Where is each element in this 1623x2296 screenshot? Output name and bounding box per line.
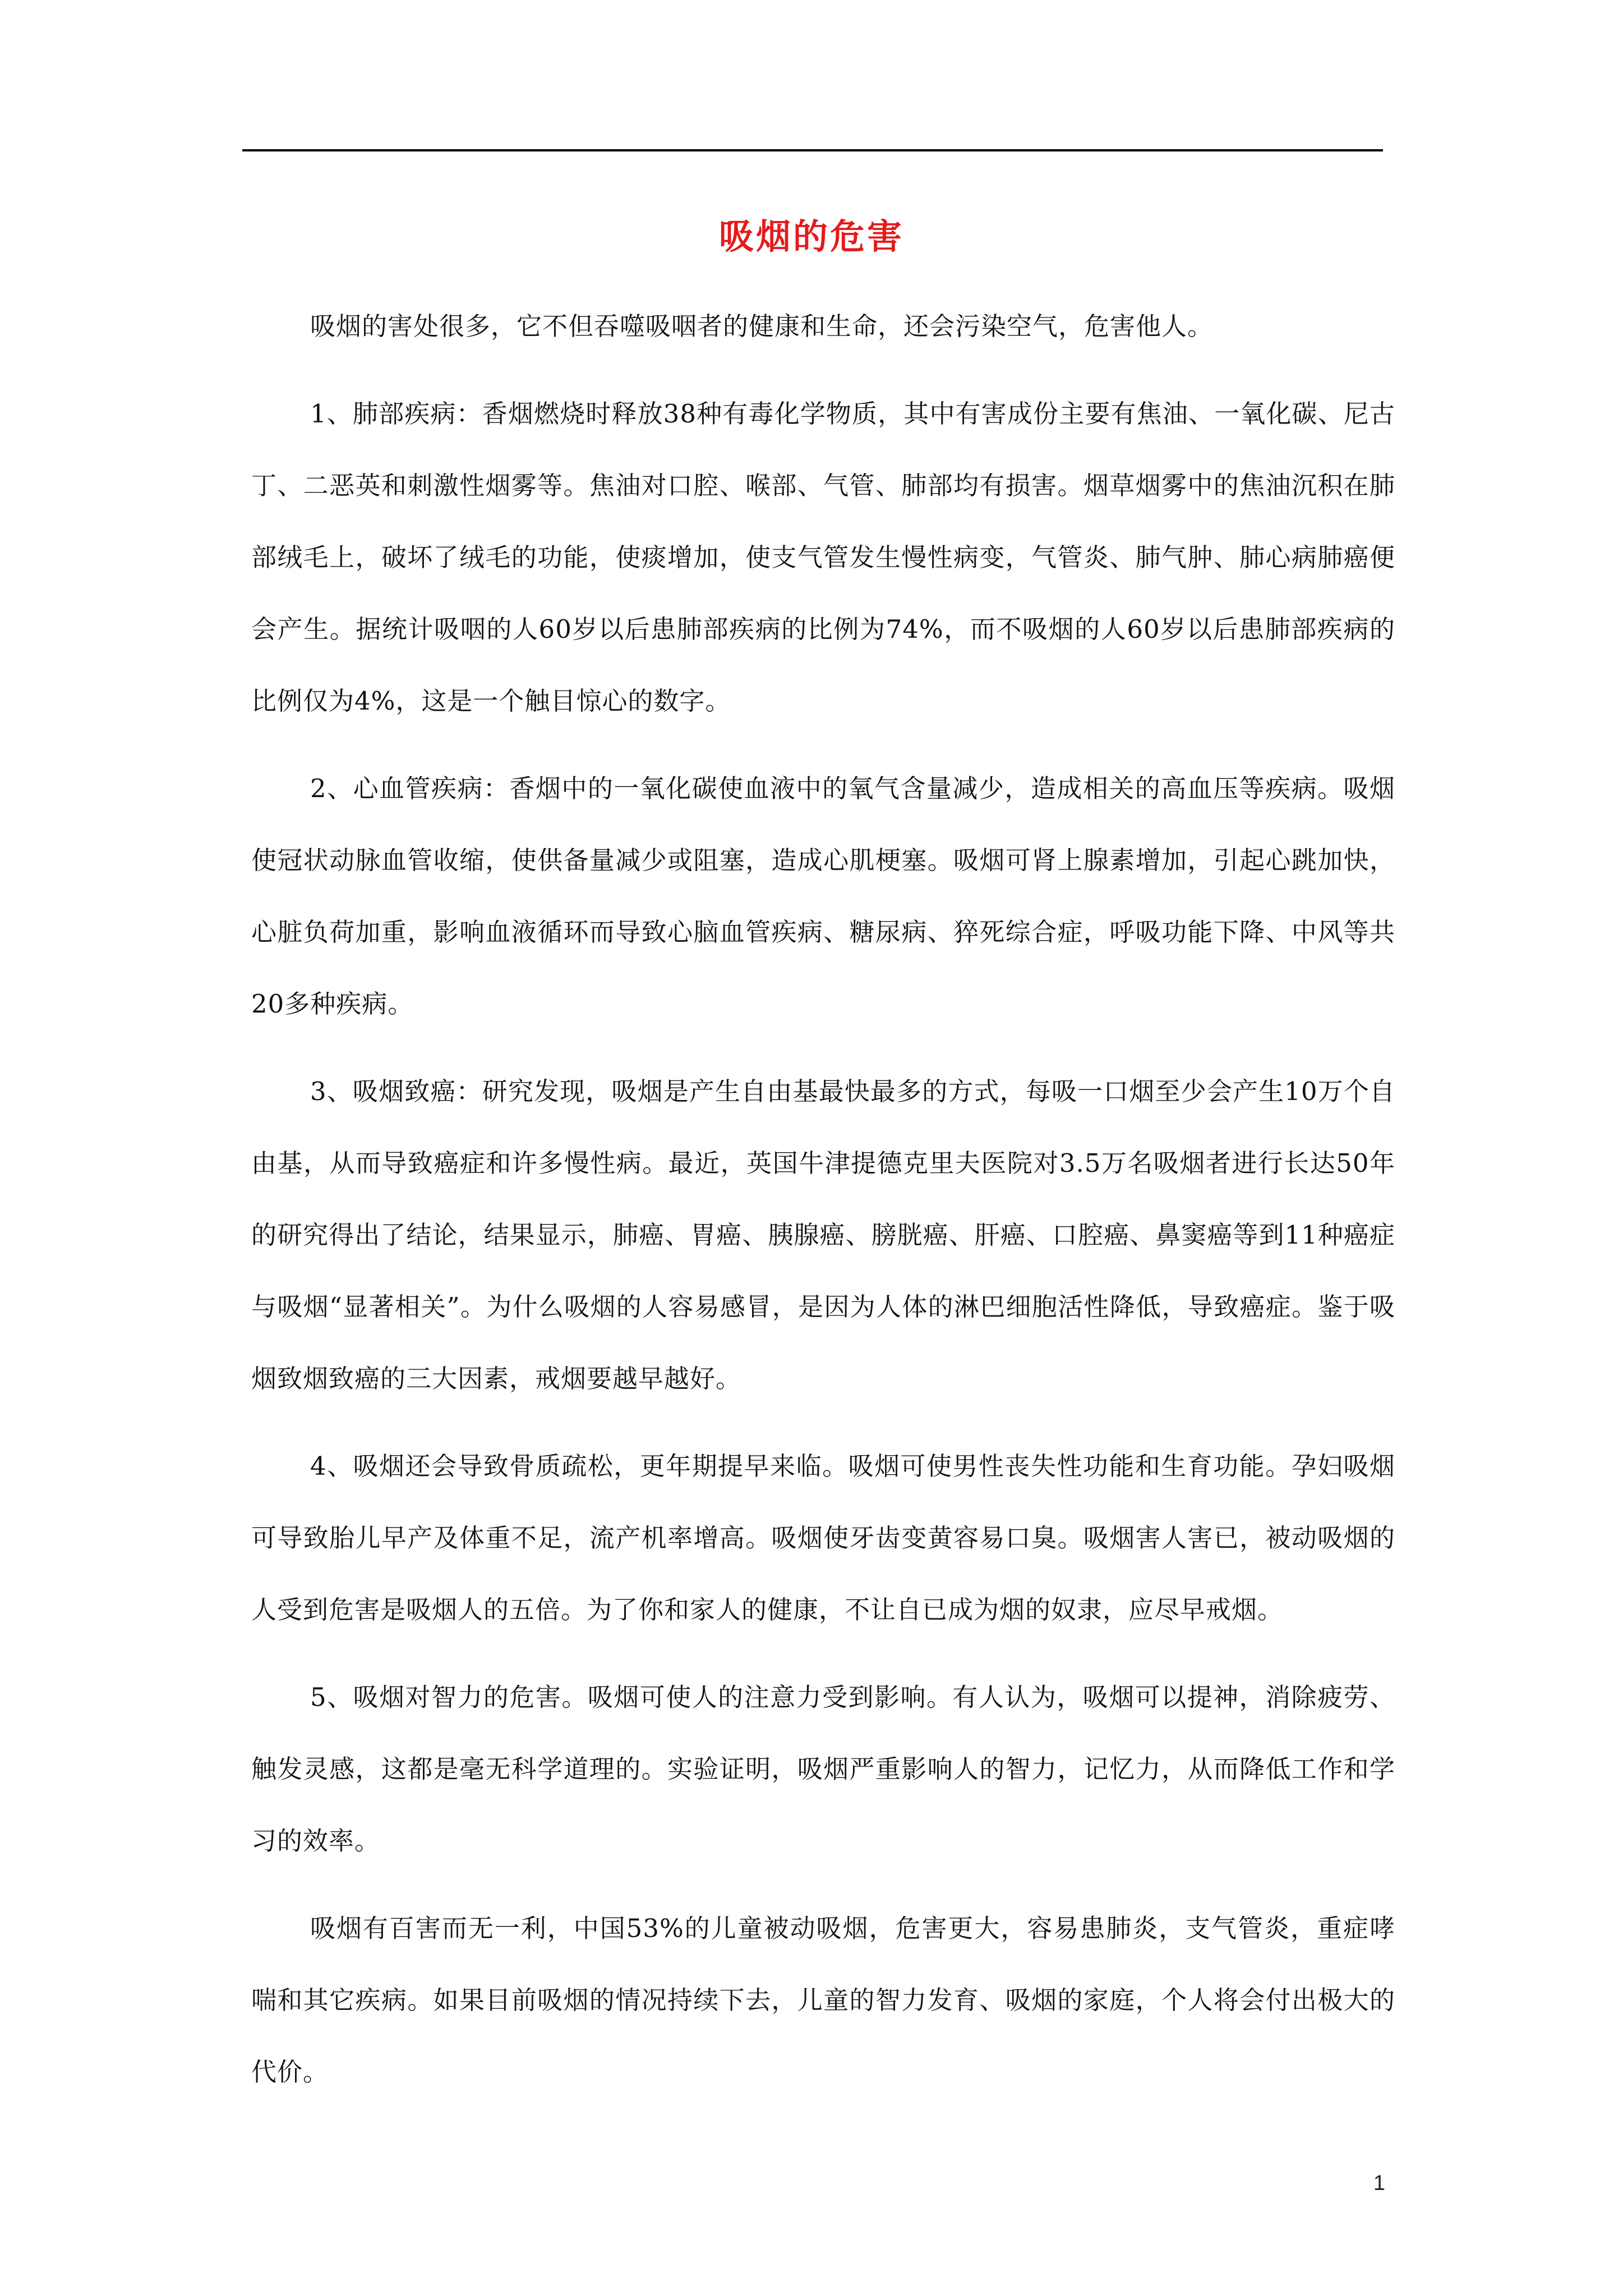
paragraph-lung-disease: 1、肺部疾病：香烟燃烧时释放38种有毒化学物质，其中有害成份主要有焦油、一氧化碳、尼古丁、二恶英和刺激性烟雾等。焦油对口腔、喉部、气管、肺部均有损害。烟草烟雾中的焦油沉积在肺部绒毛上，破坏了绒毛的功能，使痰增加，使支气管发生慢性病变，气管炎、肺气肿、肺心病肺癌便会产生。据统计吸咽的人60岁以后患肺部疾病的比例为74%，而不吸烟的人60岁以后患肺部疾病的比例仅为4%，这是一个触目惊心的数字。 <box>251 399 1395 716</box>
page-number: 1 <box>1373 2171 1385 2195</box>
paragraph-cardiovascular: 2、心血管疾病：香烟中的一氧化碳使血液中的氧气含量减少，造成相关的高血压等疾病。吸烟使冠状动脉血管收缩，使供备量减少或阻塞，造成心肌梗塞。吸烟可肾上腺素增加，引起心跳加快，心脏负荷加重，影响血液循环而导致心脑血管疾病、糖尿病、猝死综合症，呼吸功能下降、中风等共20多种疾病。 <box>251 774 1395 1019</box>
paragraph-intro: 吸烟的害处很多，它不但吞噬吸咽者的健康和生命，还会污染空气，危害他人。 <box>310 311 1214 341</box>
paragraph-osteoporosis: 4、吸烟还会导致骨质疏松，更年期提早来临。吸烟可使男性丧失性功能和生育功能。孕妇吸烟可导致胎儿早产及体重不足，流产机率增高。吸烟使牙齿变黄容易口臭。吸烟害人害已，被动吸烟的人受到危害是吸烟人的五倍。为了你和家人的健康，不让自已成为烟的奴隶，应尽早戒烟。 <box>251 1451 1395 1625</box>
document-body <box>251 291 1395 2124</box>
paragraph-conclusion: 吸烟有百害而无一利，中国53%的儿童被动吸烟，危害更大，容易患肺炎，支气管炎，重症哮喘和其它疾病。如果目前吸烟的情况持续下去，儿童的智力发育、吸烟的家庭，个人将会付出极大的代价。 <box>251 1913 1395 2087</box>
page-title: 吸烟的危害 <box>718 216 904 257</box>
paragraph-cancer: 3、吸烟致癌：研究发现，吸烟是产生自由基最快最多的方式，每吸一口烟至少会产生10万个自由基，从而导致癌症和许多慢性病。最近，英国牛津提德克里夫医院对3.5万名吸烟者进行长达50年的研究得出了结论，结果显示，肺癌、胃癌、胰腺癌、膀胱癌、肝癌、口腔癌、鼻窦癌等到11种癌症与吸烟“显著相关”。为什么吸烟的人容易感冒，是因为人体的淋巴细胞活性降低，导致癌症。鉴于吸烟致烟致癌的三大因素，戒烟要越早越好。 <box>251 1076 1395 1393</box>
header-rule <box>242 149 1383 151</box>
paragraph-intelligence: 5、吸烟对智力的危害。吸烟可使人的注意力受到影响。有人认为，吸烟可以提神，消除疲劳、触发灵感，这都是毫无科学道理的。实验证明，吸烟严重影响人的智力，记忆力，从而降低工作和学习的效率。 <box>251 1682 1395 1856</box>
